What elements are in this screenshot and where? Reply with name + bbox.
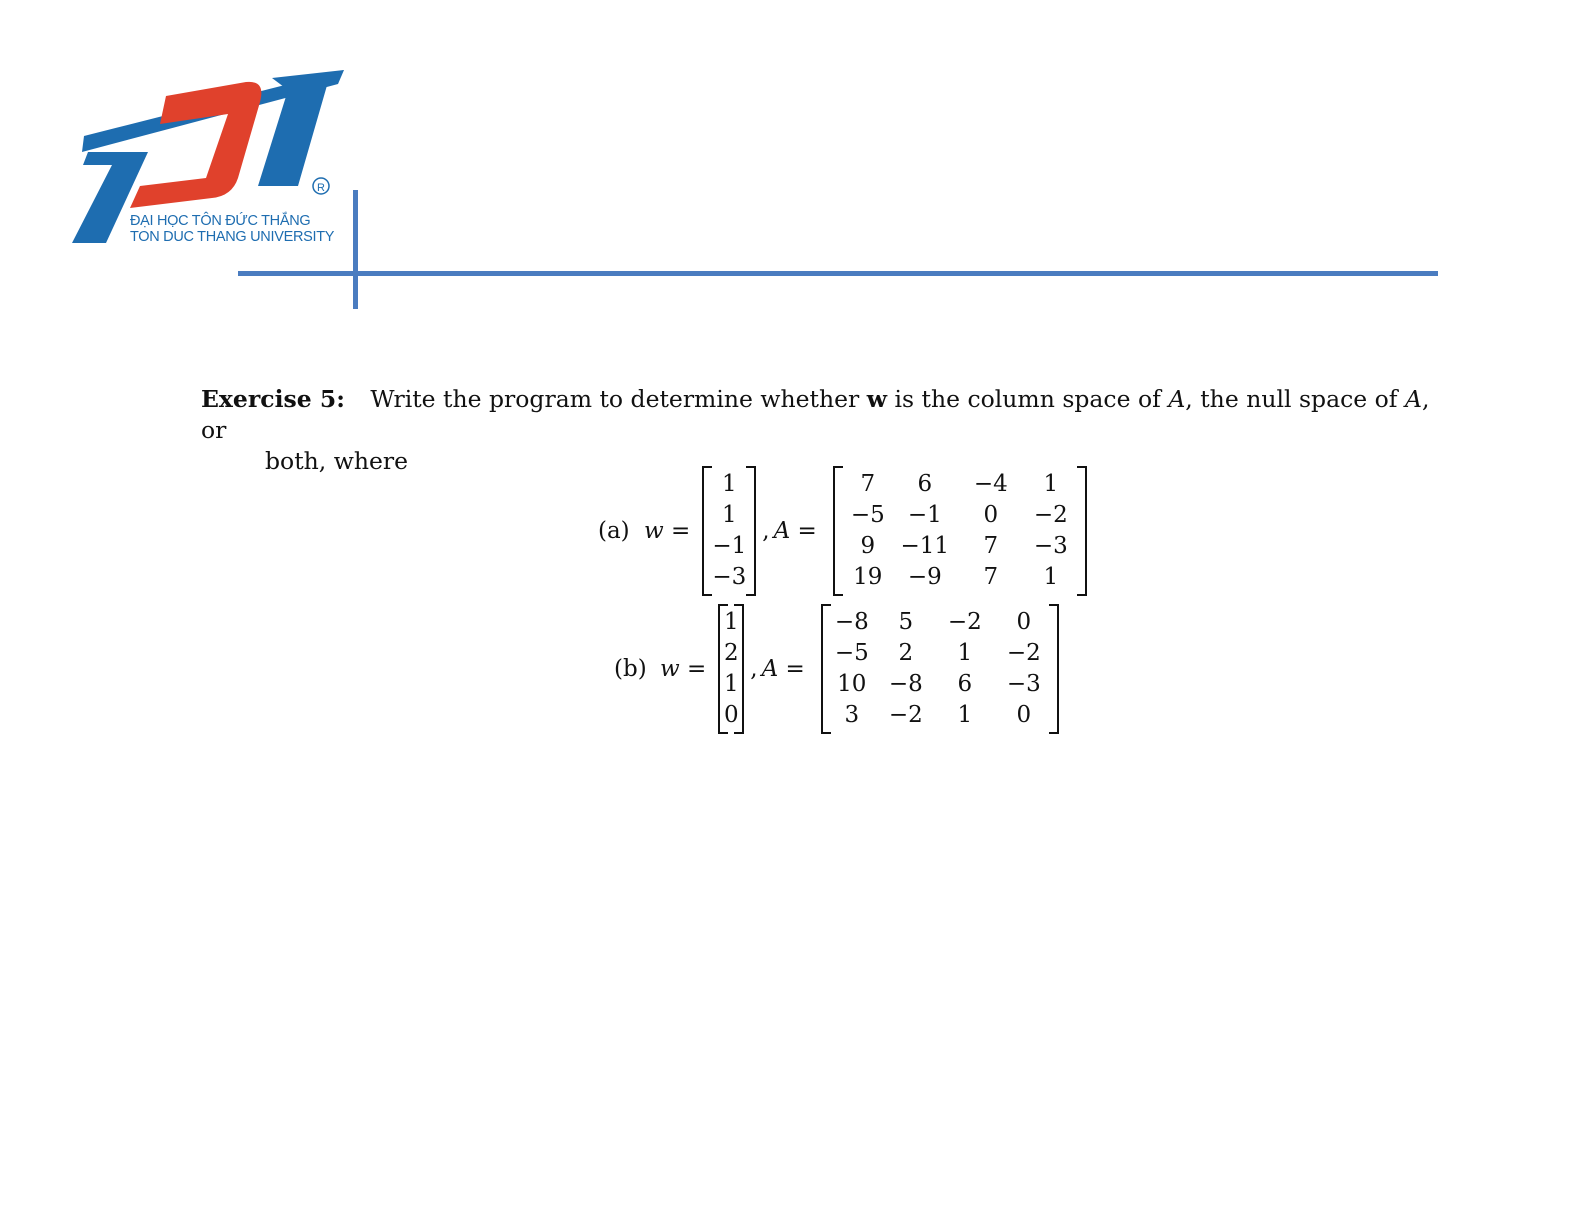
w-entry: 0 (723, 702, 739, 728)
header-horizontal-rule (238, 271, 1438, 276)
matrix-entry: 9 (860, 533, 876, 559)
part-a: (a) w = 1 1 −1 −3 , A = 7 6 −4 1 −5 −1 0 −2 9 −11 7 −3 19 −9 7 1 (598, 466, 1087, 596)
a-matrix-cells (821, 604, 1059, 734)
matrix-entry: −3 (1033, 533, 1068, 559)
exercise-text-2: is the column space of (894, 385, 1161, 413)
matrix-entry: 0 (1016, 702, 1032, 728)
part-label: (a) (598, 518, 630, 544)
matrix-entry: −8 (834, 609, 869, 635)
matrix-entry: −11 (900, 533, 950, 559)
w-entry: 1 (723, 609, 739, 635)
matrix-entry: −1 (907, 502, 942, 528)
a-matrix-cells (833, 466, 1087, 596)
w-vector (702, 466, 756, 596)
w-entry: −3 (712, 564, 747, 590)
part-label: (b) (614, 656, 647, 682)
matrix-entry: 7 (860, 471, 876, 497)
w-vector (718, 604, 744, 734)
a-matrix (833, 466, 1087, 596)
a-symbol: A (1168, 385, 1186, 413)
matrix-entry: 6 (957, 671, 973, 697)
matrix-entry: 7 (983, 564, 999, 590)
matrix-entry: −5 (834, 640, 869, 666)
a-equals: A = (761, 656, 805, 682)
matrix-entry: 1 (957, 702, 973, 728)
matrix-entry: −2 (888, 702, 923, 728)
matrix-entry: 3 (844, 702, 860, 728)
university-name-en: TON DUC THANG UNIVERSITY (130, 229, 335, 245)
matrix-entry: −5 (850, 502, 885, 528)
exercise-line-1 (201, 384, 1431, 446)
w-equals: w = (660, 656, 707, 682)
exercise-label: Exercise 5: (201, 385, 345, 413)
matrix-entry: −3 (1006, 671, 1041, 697)
matrix-entry: 1 (957, 640, 973, 666)
matrix-entry: 6 (917, 471, 933, 497)
matrix-entry: −8 (888, 671, 923, 697)
exercise-text-4: , or (201, 385, 1430, 444)
header-vertical-rule (353, 190, 358, 309)
exercise-text-1: Write the program to determine whether (370, 385, 860, 413)
matrix-entry: −4 (973, 471, 1008, 497)
matrix-entry: 10 (837, 671, 867, 697)
university-name-vi: ĐẠI HỌC TÔN ĐỨC THẮNG (130, 213, 311, 229)
a-symbol-2: A (1404, 385, 1422, 413)
w-entry: 1 (721, 502, 737, 528)
matrix-entry: 0 (1016, 609, 1032, 635)
exercise-statement (201, 384, 1431, 477)
matrix-entry: 0 (983, 502, 999, 528)
matrix-entry: 2 (898, 640, 914, 666)
matrix-entry: −9 (907, 564, 942, 590)
matrix-entry: −2 (1033, 502, 1068, 528)
exercise-text-3: , the null space of (1185, 385, 1398, 413)
w-entry: −1 (712, 533, 747, 559)
matrix-entry: −2 (947, 609, 982, 635)
w-symbol: w (866, 385, 887, 413)
logo-d (130, 82, 261, 208)
logo-t-right (258, 70, 344, 186)
a-equals: A = (773, 518, 817, 544)
a-matrix (821, 604, 1059, 734)
matrix-entry: 1 (1043, 564, 1059, 590)
registered-mark: R (317, 182, 325, 194)
matrix-entry: 5 (898, 609, 914, 635)
w-entry: 1 (723, 671, 739, 697)
matrix-entry: 7 (983, 533, 999, 559)
matrix-entry: 19 (853, 564, 883, 590)
matrix-entry: 1 (1043, 471, 1059, 497)
matrix-entry: −2 (1006, 640, 1041, 666)
exercise-line-2: both, where (265, 447, 409, 475)
w-entry: 1 (721, 471, 737, 497)
w-entry: 2 (723, 640, 739, 666)
part-b: (b) w = 1 2 1 0 , A = −8 5 −2 0 −5 2 1 −2 10 −8 6 −3 3 −2 1 0 (614, 604, 1059, 734)
w-equals: w = (644, 518, 691, 544)
